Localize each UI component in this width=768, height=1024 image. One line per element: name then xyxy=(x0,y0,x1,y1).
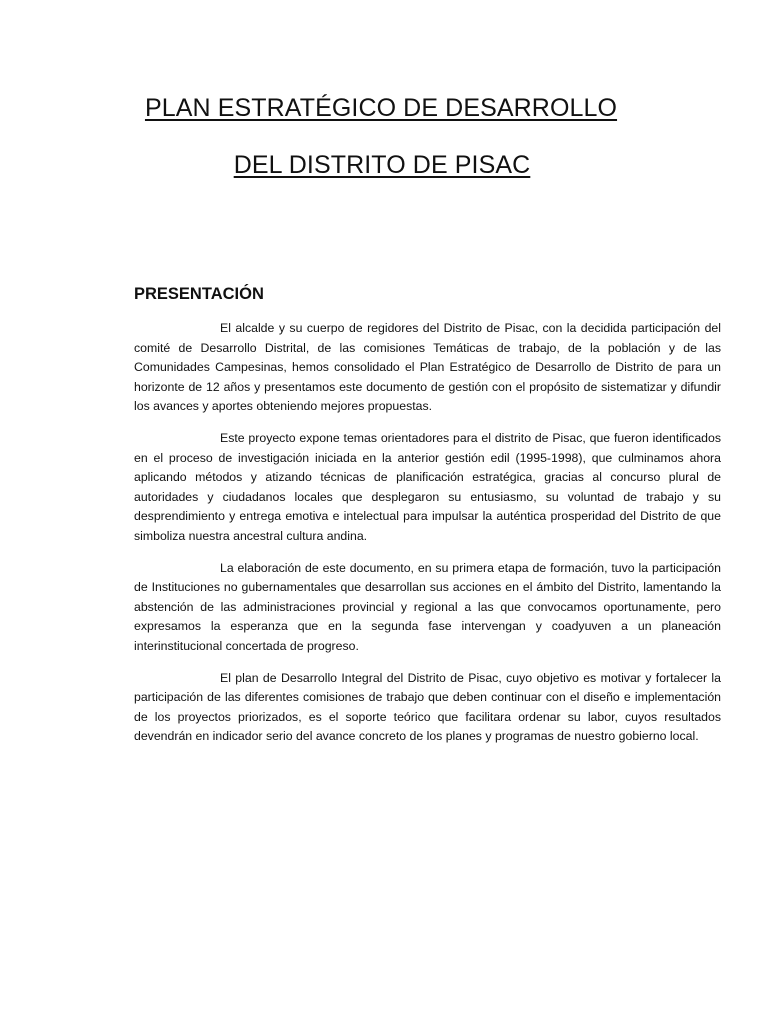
paragraph-1: El alcalde y su cuerpo de regidores del Distrito de Pisac, con la decidida participación del comité de Desarrollo Distrital, de las comisiones Temáticas de trabajo, de la población y de las Comunidades Campesinas, hemos consolidado el Plan Estratégico de Desarrollo de Distrito de para un horizonte de 12 años y presentamos este documento de gestión con el propósito de sistematizar y difundir los avances y aportes obteniendo mejores propuestas. xyxy=(134,321,721,414)
paragraph-2: Este proyecto expone temas orientadores para el distrito de Pisac, que fueron identificados en el proceso de investigación iniciada en la anterior gestión edil (1995-1998), que culminamos ahora aplicando métodos y atizando técnicas de planificación estratégica, gracias al concurso plural de autoridades y ciudadanos locales que desplegaron su entusiasmo, su voluntad de trabajo y su desprendimiento y entrega emotiva e intelectual para impulsar la auténtica prosperidad del Distrito de que simboliza nuestra ancestral cultura andina. xyxy=(134,430,721,543)
paragraph-4: El plan de Desarrollo Integral del Distrito de Pisac, cuyo objetivo es motivar y fortalecer la participación de las diferentes comisiones de trabajo que deben continuar con el diseño e implementación de los proyectos priorizados, es el soporte teórico que facilitara ordenar su labor, cuyos resultados devendrán en indicador serio del avance concreto de los planes y programas de nuestro gobierno local. xyxy=(134,670,721,744)
document-title-line-1: PLAN ESTRATÉGICO DE DESARROLLO xyxy=(144,94,618,122)
paragraph-3: La elaboración de este documento, en su primera etapa de formación, tuvo la participación de Instituciones no gubernamentales que desarrollan sus acciones en el ámbito del Distrito, lamentando la abstención de las administraciones provincial y regional a las que convocamos oportunamente, pero expresamos la esperanza que en la segunda fase intervengan y coadyuven a un planeación interinstitucional concertada de progreso. xyxy=(134,560,721,653)
document-title-line-2: DEL DISTRITO DE PISAC xyxy=(233,151,531,179)
section-heading-presentacion: PRESENTACIÓN xyxy=(134,285,264,303)
body-text xyxy=(134,319,721,759)
